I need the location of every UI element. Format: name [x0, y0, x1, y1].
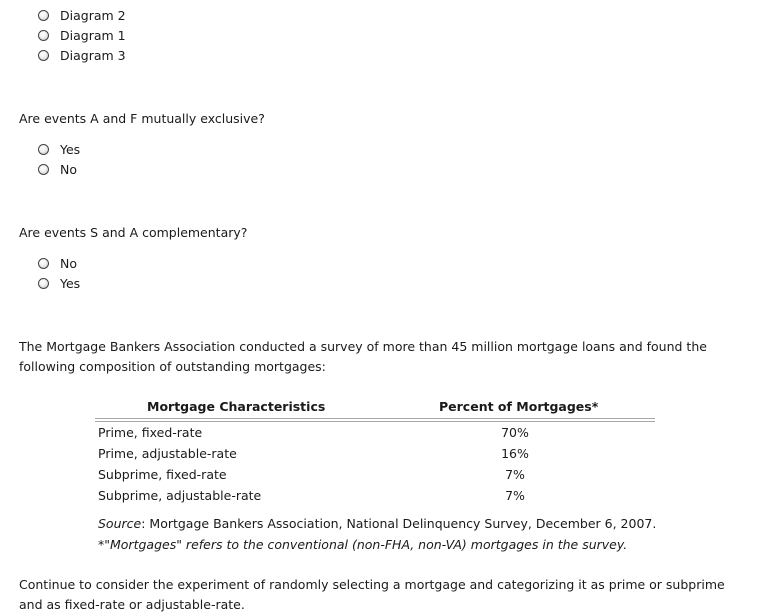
radio-option-yes[interactable] [38, 139, 80, 159]
table-row-label: Subprime, adjustable-rate [98, 488, 262, 503]
question-complementary: Are events S and A complementary? [19, 225, 248, 240]
source-label: Source [98, 516, 142, 531]
table-source [98, 513, 656, 534]
radio-button[interactable] [38, 50, 49, 61]
table-header-rule-top [95, 418, 655, 419]
table-footnote: *"Mortgages" refers to the conventional (non-FHA, non-VA) mortgages in the survey. [98, 537, 628, 552]
table-header-characteristics: Mortgage Characteristics [147, 399, 326, 414]
radio-label: Diagram 2 [60, 7, 126, 23]
radio-button[interactable] [38, 258, 49, 269]
radio-option-diagram-1[interactable] [38, 25, 126, 45]
radio-option-no[interactable] [38, 253, 77, 273]
table-row-value: 7% [505, 467, 525, 482]
source-text: : Mortgage Bankers Association, National Delinquency Survey, December 6, 2007. [141, 516, 657, 531]
intro-paragraph: The Mortgage Bankers Association conducted a survey of more than 45 million mortgage loans and found the following composition of outstanding mortgages: [19, 339, 707, 374]
radio-button[interactable] [38, 10, 49, 21]
table-row-label: Prime, adjustable-rate [98, 446, 237, 461]
radio-button[interactable] [38, 30, 49, 41]
table-row-value: 16% [501, 446, 529, 461]
radio-label: No [60, 161, 77, 177]
continue-paragraph: Continue to consider the experiment of randomly selecting a mortgage and categorizing it as prime or subprime and as fixed-rate or adjustable-rate. [19, 577, 725, 612]
radio-label: Diagram 3 [60, 47, 126, 63]
radio-button[interactable] [38, 278, 49, 289]
table-header-percent: Percent of Mortgages* [439, 399, 599, 414]
radio-option-no[interactable] [38, 159, 77, 179]
radio-option-diagram-3[interactable] [38, 45, 126, 65]
table-row-value: 7% [505, 488, 525, 503]
radio-button[interactable] [38, 144, 49, 155]
radio-label: Diagram 1 [60, 27, 126, 43]
table-row-value: 70% [501, 425, 529, 440]
radio-button[interactable] [38, 164, 49, 175]
question-mutually-exclusive: Are events A and F mutually exclusive? [19, 111, 265, 126]
radio-label: No [60, 255, 77, 271]
radio-label: Yes [60, 141, 81, 157]
radio-label: Yes [60, 275, 81, 291]
table-row-label: Subprime, fixed-rate [98, 467, 227, 482]
radio-option-diagram-2[interactable] [38, 5, 126, 25]
table-row-label: Prime, fixed-rate [98, 425, 203, 440]
radio-option-yes[interactable] [38, 273, 80, 293]
